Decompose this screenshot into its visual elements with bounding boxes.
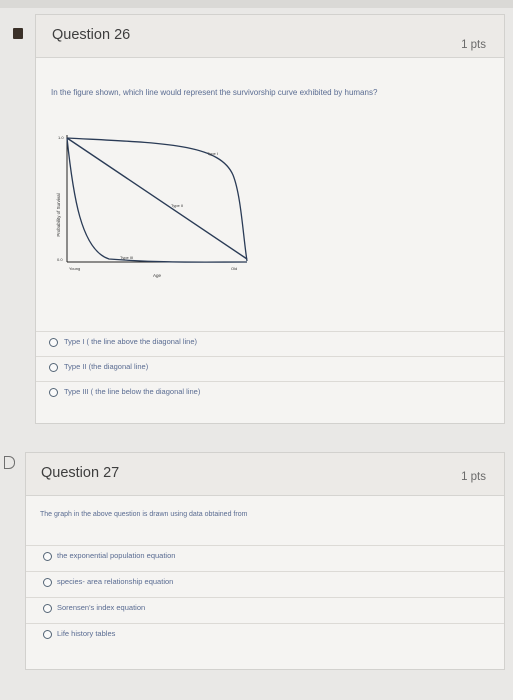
option-label: Type II (the diagonal line)	[64, 362, 149, 371]
q26-option-1[interactable]	[36, 331, 504, 356]
radio-button[interactable]	[49, 363, 58, 372]
question-26-prompt: In the figure shown, which line would represent the survivorship curve exhibited by humans?	[51, 88, 378, 97]
x-center-label: Age	[153, 273, 162, 278]
option-label: Sorensen's index equation	[57, 603, 146, 612]
q27-option-1[interactable]	[26, 545, 504, 570]
survivorship-figure	[51, 135, 266, 300]
option-label: Life history tables	[57, 629, 116, 638]
top-bar	[0, 0, 513, 8]
y-top-tick: 1.0	[58, 135, 64, 140]
radio-button[interactable]	[49, 388, 58, 397]
question-26-points: 1 pts	[461, 39, 486, 51]
question-27-title: Question 27	[41, 465, 120, 481]
q26-option-3[interactable]	[36, 381, 504, 406]
radio-button[interactable]	[43, 578, 52, 587]
question-27-card	[25, 452, 505, 670]
radio-button[interactable]	[43, 630, 52, 639]
option-label: Type III ( the line below the diagonal line)	[64, 387, 201, 396]
question-27-header	[26, 453, 504, 496]
type-1-label: Type I	[207, 151, 218, 156]
radio-button[interactable]	[43, 604, 52, 613]
option-label: species- area relationship equation	[57, 577, 174, 586]
radio-button[interactable]	[49, 338, 58, 347]
question-27-points: 1 pts	[461, 471, 486, 483]
bookmark-icon[interactable]	[4, 456, 15, 469]
radio-button[interactable]	[43, 552, 52, 561]
type-2-curve	[67, 138, 247, 259]
y-axis-label: Probability of Survival	[56, 193, 61, 237]
x-right-label: Old	[231, 266, 238, 271]
q27-option-3[interactable]	[26, 597, 504, 622]
question-27-prompt: The graph in the above question is drawn using data obtained from	[40, 511, 248, 518]
y-bottom-tick: 0.0	[57, 257, 63, 262]
question-26-header	[36, 15, 504, 58]
question-26-card	[35, 14, 505, 424]
q26-option-2[interactable]	[36, 356, 504, 381]
type-2-label: Type II	[171, 203, 184, 208]
option-label: Type I ( the line above the diagonal line)	[64, 337, 198, 346]
type-3-label: Type III	[120, 255, 134, 260]
question-26-title: Question 26	[52, 27, 131, 43]
q27-option-4[interactable]	[26, 623, 504, 648]
flag-icon[interactable]	[13, 28, 23, 39]
x-left-label: Young	[69, 266, 81, 271]
option-label: the exponential population equation	[57, 551, 176, 560]
q27-option-2[interactable]	[26, 571, 504, 596]
